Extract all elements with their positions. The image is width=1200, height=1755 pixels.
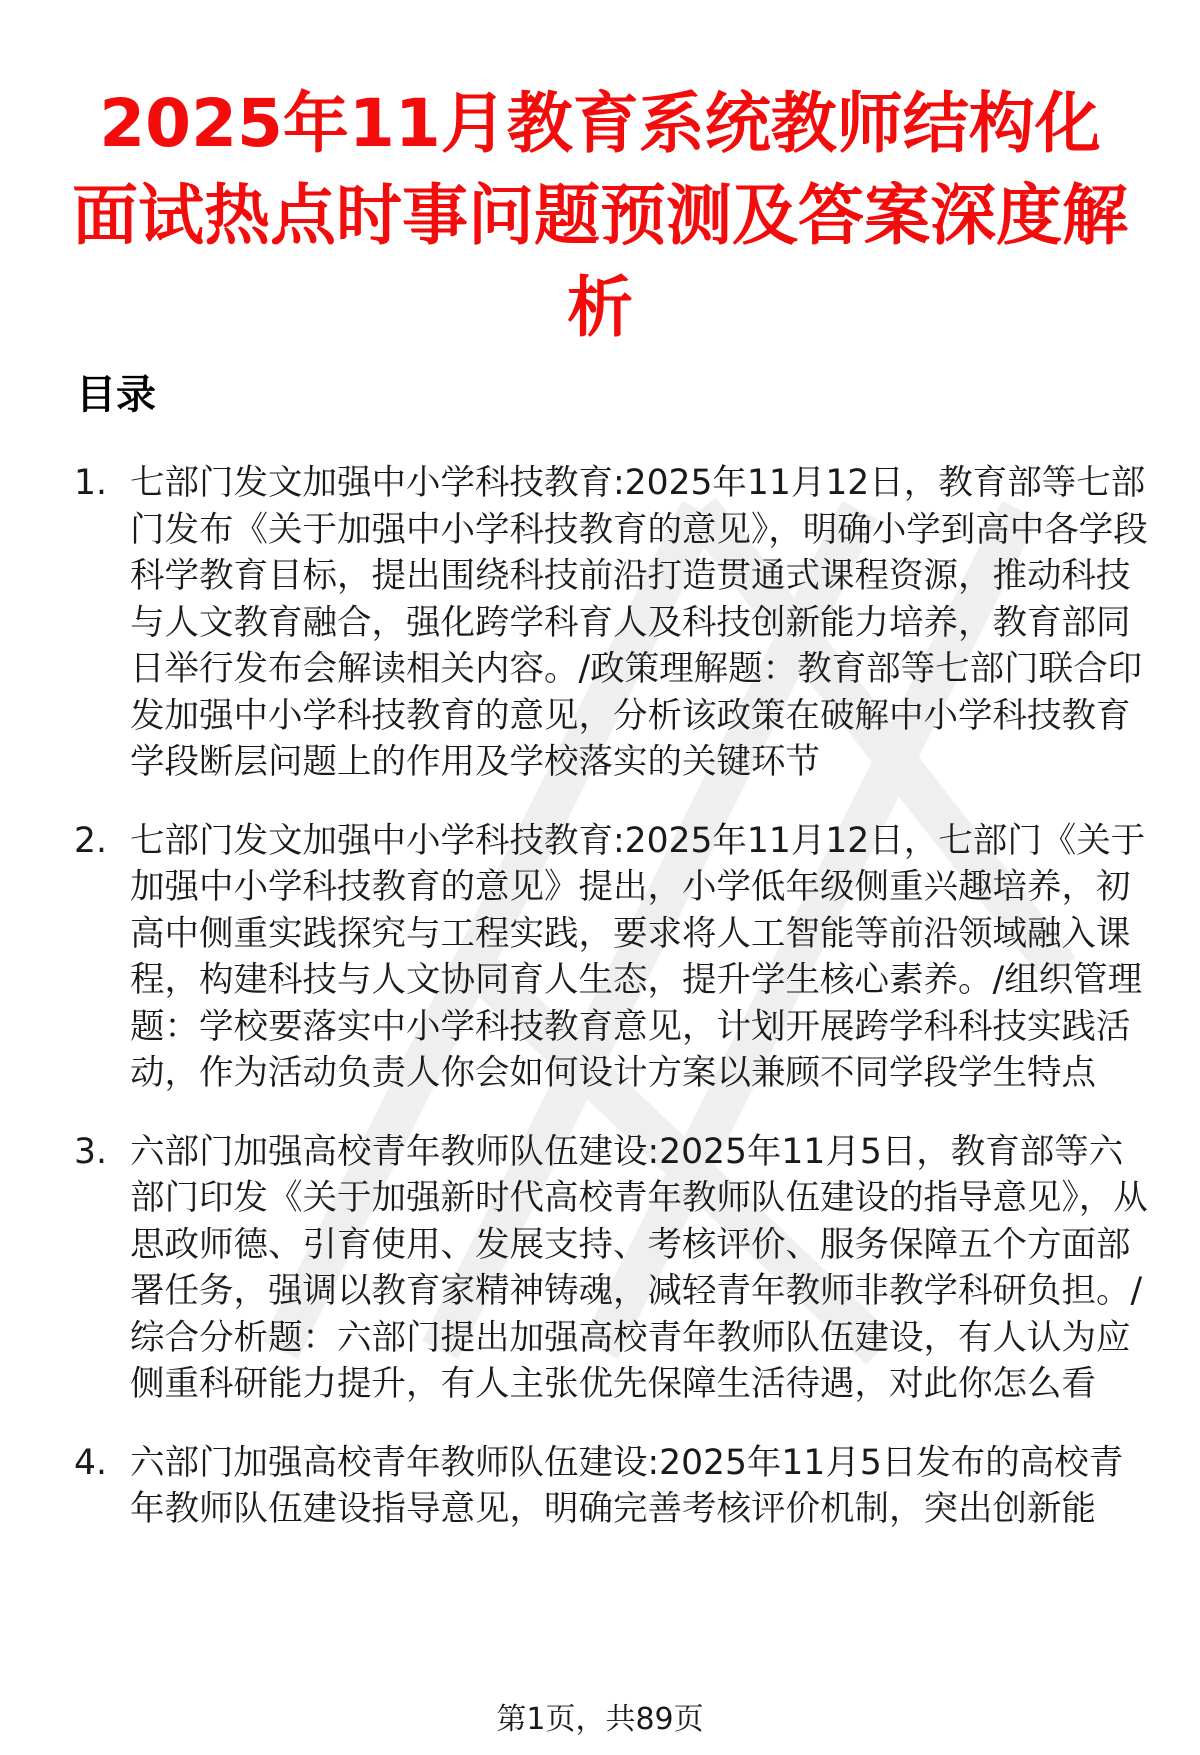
toc-item-text: 七部门发文加强中小学科技教育:2025年11月12日，七部门《关于加强中小学科技教育的意见》提出，小学低年级侧重兴趣培养，初高中侧重实践探究与工程实践，要求将人工智能等前沿领域融入课程，构建科技与人文协同育人生态，提升学生核心素养。/组织管理题：学校要落实中小学科技教育意见，计划开展跨学科科技实践活动，作为活动负责人你会如何设计方案以兼顾不同学段学生特点 xyxy=(130,820,1146,1093)
toc-item-3[interactable] xyxy=(74,1129,1154,1408)
toc-item-text: 七部门发文加强中小学科技教育:2025年11月12日，教育部等七部门发布《关于加强中小学科技教育的意见》，明确小学到高中各学段科学教育目标，提出围绕科技前沿打造贯通式课程资源，推动科技与人文教育融合，强化跨学科育人及科技创新能力培养，教育部同日举行发布会解读相关内容。/政策理解题：教育部等七部门联合印发加强中小学科技教育的意见，分析该政策在破解中小学科技教育学段断层问题上的作用及学校落实的关键环节 xyxy=(130,463,1148,782)
toc-item-2[interactable] xyxy=(74,818,1154,1097)
toc-list xyxy=(74,460,1154,1565)
toc-heading: 目录 xyxy=(76,372,156,418)
toc-item-number: 3. xyxy=(74,1131,107,1172)
toc-item-number: 2. xyxy=(74,820,107,861)
toc-item-text: 六部门加强高校青年教师队伍建设:2025年11月5日，教育部等六部门印发《关于加强新时代高校青年教师队伍建设的指导意见》，从思政师德、引育使用、发展支持、考核评价、服务保障五个方面部署任务，强调以教育家精神铸魂，减轻青年教师非教学科研负担。/综合分析题：六部门提出加强高校青年教师队伍建设，有人认为应侧重科研能力提升，有人主张优先保障生活待遇，对此你怎么看 xyxy=(130,1131,1148,1404)
document-title: 2025年11月教育系统教师结构化面试热点时事问题预测及答案深度解析 xyxy=(72,85,1128,346)
toc-item-1[interactable] xyxy=(74,460,1154,786)
toc-item-4[interactable] xyxy=(74,1440,1154,1533)
page-footer: 第1页，共89页 xyxy=(496,1702,704,1737)
toc-item-number: 4. xyxy=(74,1442,107,1483)
toc-item-number: 1. xyxy=(74,463,107,503)
toc-item-text: 六部门加强高校青年教师队伍建设:2025年11月5日发布的高校青年教师队伍建设指导意见，明确完善考核评价机制，突出创新能 xyxy=(130,1442,1124,1529)
